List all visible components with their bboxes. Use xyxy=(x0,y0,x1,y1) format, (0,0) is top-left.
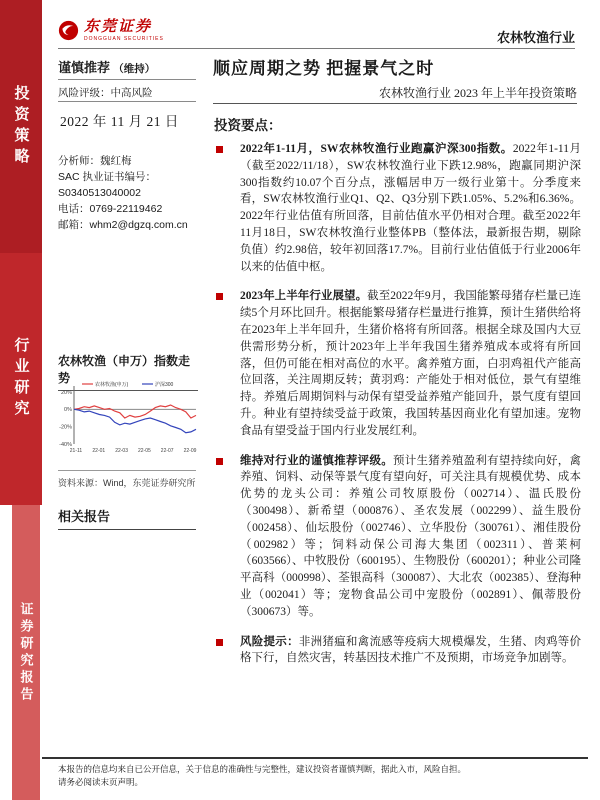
sidebar-label-securities-research-report: 证券研究报告 xyxy=(18,601,34,704)
header-divider xyxy=(58,48,575,49)
rating-divider xyxy=(58,79,196,80)
highlights-title: 投资要点： xyxy=(214,118,282,133)
svg-text:-40%: -40% xyxy=(59,441,72,448)
highlights-list xyxy=(213,141,581,680)
svg-text:22-01: 22-01 xyxy=(92,448,106,454)
subtitle-divider xyxy=(213,103,577,104)
svg-text:0%: 0% xyxy=(64,407,72,414)
chart-title: 农林牧渔（申万）指数走势 xyxy=(58,352,198,391)
svg-text:22-05: 22-05 xyxy=(138,448,151,454)
rating-qualifier: （维持） xyxy=(113,64,156,75)
brand-name-cn: 东莞证券 xyxy=(84,19,153,35)
analyst-name: 分析师：魏红梅 xyxy=(58,155,132,167)
report-subtitle: 农林牧渔行业 2023 年上半年投资策略 xyxy=(378,86,577,100)
svg-text:-20%: -20% xyxy=(59,424,72,431)
sidebar-band-investment-strategy xyxy=(0,0,42,253)
bullet-rating-maintain: 维持对行业的谨慎推荐评级。预计生猪养殖盈利有望持续向好，禽养殖、饲料、动保等景气度有望向好，可关注具有规模优势、成本优势的龙头公司：养殖公司牧原股份（002714）、温氏股份（300498）、新希望（000876）、圣农发展（002299）、益生股份（002458）、仙坛股份（002746）、立华股份（300761）、湘佳股份（002982）等；饲料动保公司海大集团（002311）、普莱柯（603566）、中牧股份（600195）、生物股份（600201）；种业公司隆平高科（000998）、荃银高科（300087）、大北农（002385）、登海种业（002041）等；宠物食品公司中宠股份（002891）、佩蒂股份（300673）等。 xyxy=(213,453,581,621)
bullet-market-review: 2022年1-11月，SW农林牧渔行业跑赢沪深300指数。2022年1-11月（截至2022/11/18），SW农林牧渔行业下跌12.98%，跑赢同期沪深300指数约10.07个百分点，涨幅居申万一级行业第十。分季度来看，SW农林牧渔行业Q1、Q2、Q3分别下跌1.05%、5.2%和6.36%。2022年行业估值有所回落，目前估值水平仍相对合理。截至2022年11月18日，SW农林牧渔行业整体PB（整体法，最新报告期，剔除负值）约2.98倍，较年初回落17.7%。目前行业估值低于行业2006年以来的估值中枢。 xyxy=(213,141,581,275)
bullet-square-icon xyxy=(216,293,223,300)
svg-text:21-11: 21-11 xyxy=(69,448,83,454)
analyst-sac-number: S0340513040002 xyxy=(58,187,141,199)
chart-source: 资料来源：Wind，东莞证券研究所 xyxy=(58,470,196,489)
bullet-square-icon xyxy=(216,146,223,153)
bullet-risk-warning: 风险提示：非洲猪瘟和禽流感等疫病大规模爆发，生猪、肉鸡等价格下行，自然灾害，转基因技术推广不及预期，市场竞争加剧等。 xyxy=(213,634,581,668)
sidebar-label-industry-research: 行业研究 xyxy=(12,337,30,421)
industry-label: 农林牧渔行业 xyxy=(496,30,575,45)
analyst-email: 邮箱：whm2@dgzq.com.cn xyxy=(58,219,188,231)
sidebar-band-securities-research-report xyxy=(12,505,40,800)
disclaimer-line2: 请务必阅读末页声明。 xyxy=(58,776,144,787)
sidebar-band-industry-research xyxy=(0,253,42,505)
rating-label: 谨慎推荐 xyxy=(58,60,111,75)
analyst-phone: 电话：0769-22119462 xyxy=(58,203,163,215)
analyst-block xyxy=(58,153,203,233)
svg-text:农林牧渔(申万): 农林牧渔(申万) xyxy=(95,382,129,388)
report-title: 顺应周期之势 把握景气之时 xyxy=(213,59,435,78)
svg-text:22-09: 22-09 xyxy=(183,448,197,454)
bullet-square-icon xyxy=(216,639,223,646)
svg-text:沪深300: 沪深300 xyxy=(155,382,174,388)
company-logo xyxy=(58,20,164,42)
brand-name-en: DONGGUAN SECURITIES xyxy=(84,36,164,42)
related-reports-title: 相关报告 xyxy=(58,506,196,530)
svg-text:20%: 20% xyxy=(60,389,72,396)
rating-line xyxy=(58,57,196,76)
report-date: 2022 年 11 月 21 日 xyxy=(60,114,179,129)
footer-divider xyxy=(42,757,588,759)
bullet-outlook: 2023年上半年行业展望。截至2022年9月，我国能繁母猪存栏量已连续5个月环比回升。根据能繁母猪存栏量进行推算，预计生猪供给将在2023年上半年回升，生猪价格将有所回落。根据全球及国内大豆供需形势分析，预计2023年上半年我国生猪养殖成本或将有所回落，但仍可能在相对高位的水平。禽养殖方面，白羽鸡祖代产能高位回落，关注周期反转；黄羽鸡：产能处于相对低位，景气有望维持。养殖后周期饲料与动保有望受益养殖产能回升，景气度有望回升。种业有望持续受益于政策，我国转基因商业化有望加速。宠物食品有望受益于国内行业发展红利。 xyxy=(213,288,581,439)
svg-text:22-07: 22-07 xyxy=(160,448,174,454)
risk-rating: 风险评级：中高风险 xyxy=(58,88,153,99)
risk-divider xyxy=(58,101,196,102)
sidebar-label-investment-strategy: 投资策略 xyxy=(12,84,30,169)
svg-text:22-03: 22-03 xyxy=(115,448,128,454)
bullet-square-icon xyxy=(216,458,223,465)
dongguan-securities-logo-icon xyxy=(58,20,79,41)
disclaimer-line1: 本报告的信息均来自已公开信息，关于信息的准确性与完整性，建议投资者谨慎判断，据此入市，风险自担。 xyxy=(58,764,467,774)
footer-disclaimer xyxy=(58,763,578,788)
index-trend-chart xyxy=(56,378,200,468)
analyst-sac-label: SAC 执业证书编号： xyxy=(58,171,157,183)
